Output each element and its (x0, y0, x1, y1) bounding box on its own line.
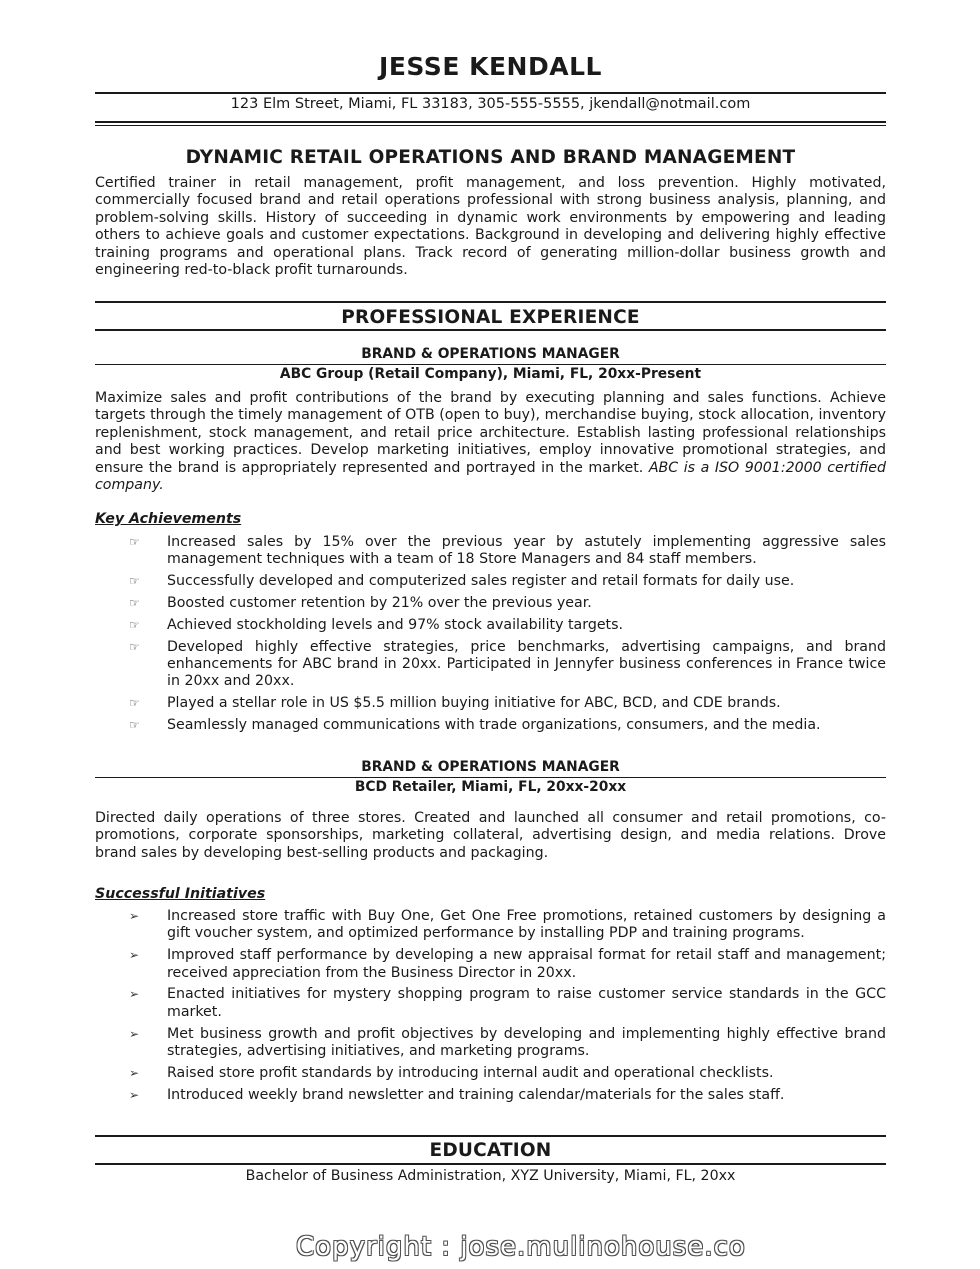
education-heading: EDUCATION (429, 1140, 552, 1161)
header-rule-top (95, 92, 886, 94)
achievement-item (95, 595, 886, 612)
successful-initiatives-heading: Successful Initiatives (95, 886, 266, 902)
achievement-item-text: Successfully developed and computerized sales register and retail formats for daily use. (167, 573, 795, 590)
initiative-item-text: Raised store profit standards by introducing internal audit and operational checklists. (167, 1064, 774, 1081)
achievement-item-text: Played a stellar role in US $5.5 million buying initiative for ABC, BCD, and CDE brands. (167, 695, 781, 712)
education-rule-bottom (95, 1163, 886, 1165)
initiative-item (95, 1087, 886, 1104)
achievement-item (95, 617, 886, 634)
achievement-item-text: Boosted customer retention by 21% over the previous year. (167, 595, 592, 611)
achievement-item-text: Developed highly effective strategies, price benchmarks, advertising campaigns, and brand enhancements for ABC brand in 20xx. Participated in Jennyfer business conferences in France twice in 20xx and 20xx. (167, 638, 886, 690)
job-1-rule (95, 364, 886, 365)
achievement-item (95, 639, 886, 691)
bullet-icon: ➢ (129, 987, 140, 1002)
job-2-company: BCD Retailer, Miami, FL, 20xx-20xx (354, 779, 627, 795)
key-achievements-heading: Key Achievements (95, 511, 242, 527)
achievement-item (95, 534, 886, 569)
experience-rule-top (95, 301, 886, 303)
job-1-description (95, 390, 886, 494)
initiative-item (95, 908, 886, 943)
headline: DYNAMIC RETAIL OPERATIONS AND BRAND MANAGEMENT (185, 147, 796, 168)
successful-initiatives-list (95, 908, 886, 1108)
applicant-name: JESSE KENDALL (379, 52, 602, 81)
job-2-rule (95, 777, 886, 778)
initiative-item-text: Increased store traffic with Buy One, Get One Free promotions, retained customers by designing a gift voucher system, and optimized performance by installing PDP and training programs. (167, 908, 886, 942)
initiative-item-text: Met business growth and profit objectives by developing and implementing highly effective brand strategies, advertising initiatives, and marketing programs. (167, 1025, 886, 1060)
bullet-icon: ☞ (129, 718, 140, 732)
achievement-item-text: Increased sales by 15% over the previous year by astutely implementing aggressive sales management techniques with a team of 18 Store Managers and 84 staff members. (167, 534, 886, 568)
initiative-item-text: Improved staff performance by developing a new appraisal format for retail staff and management; received appreciation from the Business Director in 20xx. (167, 947, 886, 981)
job-1-title: BRAND & OPERATIONS MANAGER (361, 346, 620, 362)
initiative-item (95, 986, 886, 1021)
bullet-icon: ➢ (129, 909, 140, 923)
education-rule-top (95, 1135, 886, 1137)
initiative-item-text: Introduced weekly brand newsletter and training calendar/materials for the sales staff. (167, 1086, 785, 1103)
header-rule-bottom-1 (95, 121, 886, 123)
initiative-item-text: Enacted initiatives for mystery shopping program to raise customer service standards in the GCC market. (167, 986, 886, 1020)
initiative-item (95, 1065, 886, 1082)
bullet-icon: ☞ (129, 696, 140, 711)
experience-heading: PROFESSIONAL EXPERIENCE (341, 307, 640, 328)
initiative-item (95, 947, 886, 982)
achievement-item (95, 717, 886, 734)
bullet-icon: ➢ (129, 1065, 140, 1080)
summary-paragraph: Certified trainer in retail management, profit management, and loss prevention. Highly motivated, commercially focused brand and retail operations professional with strong business analysis, planning, and problem-solving skills. History of succeeding in dynamic work environments by empowering and leading others to achieve goals and customer expectations. Background in developing and delivering highly effective training programs and operational plans. Track record of generating million-dollar business growth and engineering red-to-black profit turnarounds. (95, 175, 886, 279)
achievement-item-text: Seamlessly managed communications with trade organizations, consumers, and the media. (167, 717, 821, 733)
education-entry: Bachelor of Business Administration, XYZ University, Miami, FL, 20xx (245, 1168, 736, 1184)
achievement-item-text: Achieved stockholding levels and 97% stock availability targets. (167, 616, 624, 633)
achievement-item (95, 695, 886, 712)
achievement-item (95, 573, 886, 590)
copyright-watermark: Copyright : jose.mulinohouse.co (296, 1232, 746, 1262)
bullet-icon: ➢ (129, 948, 140, 963)
bullet-icon: ➢ (129, 1026, 140, 1041)
bullet-icon: ☞ (129, 596, 140, 610)
bullet-icon: ☞ (129, 535, 140, 549)
bullet-icon: ☞ (129, 574, 140, 589)
bullet-icon: ☞ (129, 617, 140, 632)
initiative-item (95, 1026, 886, 1061)
experience-rule-bottom (95, 329, 886, 331)
job-2-description: Directed daily operations of three stores. Created and launched all consumer and retail promotions, co-promotions, corporate sponsorships, marketing collateral, advertising design, and media relations. Drove brand sales by developing best-selling products and packaging. (95, 810, 886, 861)
bullet-icon: ☞ (129, 639, 140, 654)
key-achievements-list (95, 534, 886, 739)
bullet-icon: ➢ (129, 1087, 140, 1102)
header-rule-bottom-2 (95, 125, 886, 126)
job-1-description-text: Maximize sales and profit contributions of the brand by executing planning and sales functions. Achieve targets through the timely management of OTB (open to buy), merchandise buying, stock allocation, inventory replenishment, stock management, and retail price architecture. Establish lasting professional relationships and best working practices. Develop marketing initiatives, employ innovative promotional strategies, and ensure the brand is appropriately represented and portrayed in the market. (95, 390, 886, 476)
job-2-title: BRAND & OPERATIONS MANAGER (361, 759, 620, 775)
job-1-company: ABC Group (Retail Company), Miami, FL, 20xx-Present (279, 366, 702, 382)
job-1-certification: ABC is a ISO 9001:2000 certified company. (95, 459, 887, 494)
contact-info: 123 Elm Street, Miami, FL 33183, 305-555-5555, jkendall@notmail.com (230, 96, 751, 112)
